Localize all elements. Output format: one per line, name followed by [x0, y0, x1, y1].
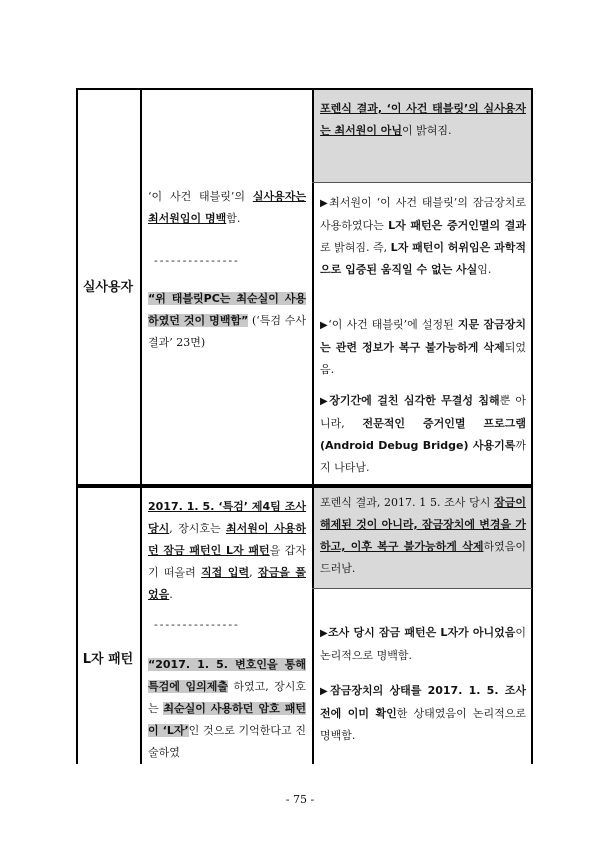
- row1-bullet-fingerprint: ▶‘이 사건 태블릿’에 설정된 지문 잠금장치는 관련 정보가 복구 불가능하게 삭제되었음.: [320, 318, 526, 376]
- row1-left-claim: ‘이 사건 태블릿’의 실사용자는 최서원임이 명백함.: [148, 190, 306, 225]
- row1-left-quote: “위 태블릿PC는 최순실이 사용하였던 것이 명백함” (‘특검 수사 결과’ 23면): [148, 292, 306, 349]
- evidence-table: [76, 88, 532, 764]
- row2-left-separator: ---------------: [154, 618, 240, 631]
- row1-right-header: 포렌식 결과, ‘이 사건 태블릿’의 실사용자는 최서원이 아님이 밝혀짐.: [320, 102, 526, 137]
- row1-left-separator: ---------------: [154, 254, 240, 267]
- page-number: - 75 -: [285, 793, 315, 806]
- row-label-l-pattern: L자 패턴: [82, 652, 134, 667]
- row2-bullet-already-checked: ▶잠금장치의 상태를 2017. 1. 5. 조사 전에 이미 확인한 상태였음이 논리적으로 명백함.: [320, 684, 526, 742]
- row2-left-claim: 2017. 1. 5. ‘특검’ 제4팀 조사 당시, 장시호는 최서원이 사용하던 잠금 패턴인 L자 패턴을 갑자기 떠올려 직접 입력, 잠금을 풀었음.: [148, 500, 307, 601]
- row2-right-header: 포렌식 결과, 2017. 1 5. 조사 당시 잠금이 해제된 것이 아니라, 잠금장치에 변경을 가하고, 이후 복구 불가능하게 삭제하였음이 드러남.: [320, 496, 526, 575]
- row-label-actual-user: 실사용자: [82, 280, 134, 295]
- row2-bullet-not-l: ▶조사 당시 잠금 패턴은 L자가 아니었음이 논리적으로 명백함.: [320, 626, 526, 662]
- row1-bullet-integrity: ▶장기간에 걸친 심각한 무결성 침해뿐 아니라, 전문적인 증거인멸 프로그램(Android Debug Bridge) 사용기록까지 나타남.: [320, 394, 527, 474]
- row1-bullet-l-pattern: ▶최서원이 ‘이 사건 태블릿’의 잠금장치로 사용하였다는 L자 패턴은 증거인멸의 결과로 밝혀짐. 즉, L자 패턴이 허위임은 과학적으로 입증된 움직일 수 없는 사실임.: [320, 196, 527, 276]
- row2-left-quote: “2017. 1. 5. 변호인을 통해 특검에 임의제출 하였고, 장시호는 최순실이 사용하던 암호 패턴이 ‘L자’인 것으로 기억한다고 진술하였: [148, 658, 307, 759]
